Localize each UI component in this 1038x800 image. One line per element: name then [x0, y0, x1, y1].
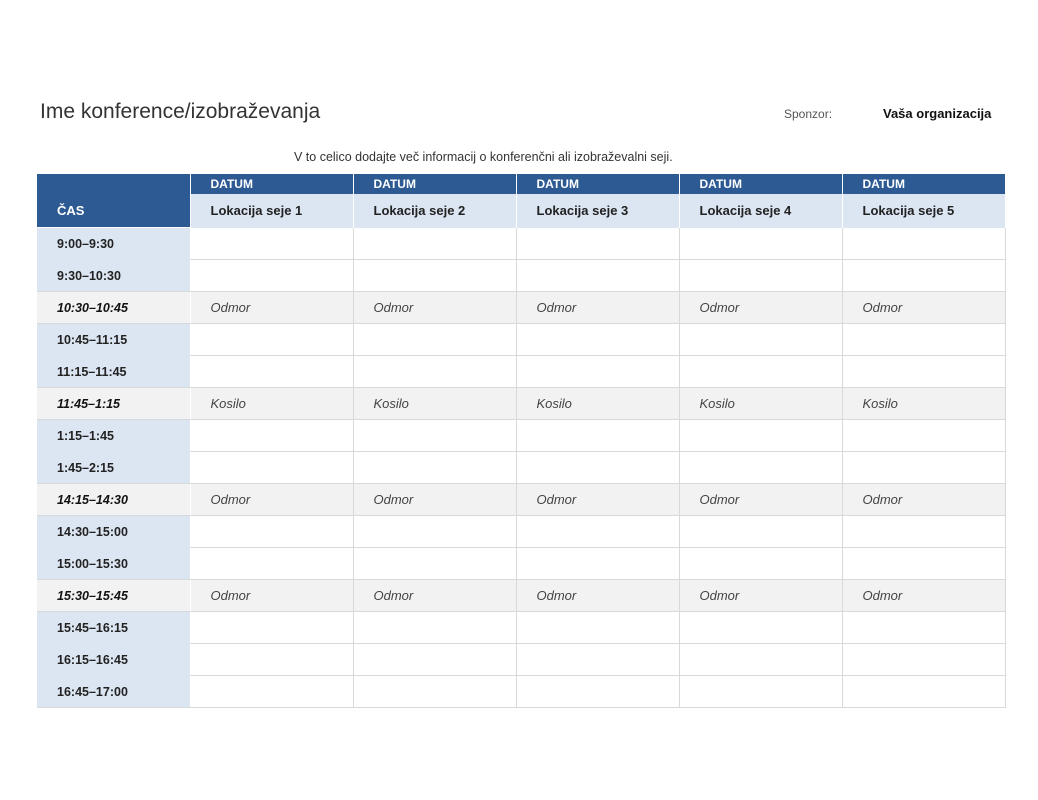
location-header-cell[interactable]: Lokacija seje 2 [353, 194, 516, 228]
session-cell[interactable] [190, 516, 353, 548]
session-cell[interactable] [679, 644, 842, 676]
session-cell[interactable] [190, 228, 353, 260]
session-cell[interactable] [516, 516, 679, 548]
break-cell[interactable]: Odmor [516, 580, 679, 612]
session-cell[interactable] [842, 260, 1005, 292]
session-cell[interactable] [679, 324, 842, 356]
session-cell[interactable] [190, 356, 353, 388]
location-header-cell[interactable]: Lokacija seje 1 [190, 194, 353, 228]
time-cell[interactable]: 16:45–17:00 [37, 676, 190, 708]
date-header-cell[interactable]: DATUM [353, 174, 516, 194]
sponsor-value[interactable]: Vaša organizacija [883, 106, 992, 121]
date-header-cell[interactable]: DATUM [842, 174, 1005, 194]
break-cell[interactable]: Odmor [353, 484, 516, 516]
break-cell[interactable]: Odmor [190, 580, 353, 612]
session-cell[interactable] [842, 228, 1005, 260]
break-cell[interactable]: Odmor [679, 580, 842, 612]
session-cell[interactable] [353, 420, 516, 452]
session-cell[interactable] [190, 548, 353, 580]
time-cell[interactable]: 15:00–15:30 [37, 548, 190, 580]
session-cell[interactable] [679, 228, 842, 260]
session-cell[interactable] [842, 452, 1005, 484]
break-row [37, 388, 1005, 420]
location-header-cell[interactable]: Lokacija seje 3 [516, 194, 679, 228]
break-cell[interactable]: Odmor [190, 484, 353, 516]
break-cell[interactable]: Odmor [842, 484, 1005, 516]
session-cell[interactable] [353, 516, 516, 548]
session-cell[interactable] [353, 644, 516, 676]
break-cell[interactable]: Odmor [516, 292, 679, 324]
time-cell[interactable]: 10:30–10:45 [37, 292, 190, 324]
session-cell[interactable] [353, 324, 516, 356]
session-row [37, 356, 1005, 388]
location-header-row [37, 194, 1005, 228]
time-cell[interactable]: 9:00–9:30 [37, 228, 190, 260]
session-row [37, 644, 1005, 676]
session-cell[interactable] [516, 676, 679, 708]
session-cell[interactable] [842, 516, 1005, 548]
session-row [37, 228, 1005, 260]
session-cell[interactable] [679, 676, 842, 708]
session-cell[interactable] [516, 612, 679, 644]
time-cell[interactable]: 15:30–15:45 [37, 580, 190, 612]
break-cell[interactable]: Odmor [516, 484, 679, 516]
session-row [37, 452, 1005, 484]
break-cell[interactable]: Kosilo [516, 388, 679, 420]
session-cell[interactable] [842, 324, 1005, 356]
break-cell[interactable]: Odmor [353, 292, 516, 324]
session-cell[interactable] [353, 260, 516, 292]
session-cell[interactable] [842, 548, 1005, 580]
session-cell[interactable] [353, 228, 516, 260]
date-header-cell[interactable]: DATUM [516, 174, 679, 194]
schedule-table [37, 174, 1006, 708]
session-cell[interactable] [516, 644, 679, 676]
session-cell[interactable] [190, 420, 353, 452]
break-cell[interactable]: Odmor [190, 292, 353, 324]
session-cell[interactable] [679, 420, 842, 452]
break-cell[interactable]: Kosilo [353, 388, 516, 420]
session-cell[interactable] [679, 548, 842, 580]
break-cell[interactable]: Odmor [842, 580, 1005, 612]
time-cell[interactable]: 14:15–14:30 [37, 484, 190, 516]
session-cell[interactable] [353, 452, 516, 484]
session-cell[interactable] [516, 452, 679, 484]
session-cell[interactable] [516, 420, 679, 452]
session-cell[interactable] [842, 644, 1005, 676]
session-row [37, 548, 1005, 580]
time-cell[interactable]: 10:45–11:15 [37, 324, 190, 356]
break-row [37, 292, 1005, 324]
session-cell[interactable] [353, 356, 516, 388]
time-cell[interactable]: 1:15–1:45 [37, 420, 190, 452]
time-cell[interactable]: 16:15–16:45 [37, 644, 190, 676]
session-cell[interactable] [190, 260, 353, 292]
session-row [37, 516, 1005, 548]
break-cell[interactable]: Kosilo [679, 388, 842, 420]
session-cell[interactable] [842, 612, 1005, 644]
session-row [37, 612, 1005, 644]
session-cell[interactable] [190, 324, 353, 356]
session-cell[interactable] [842, 676, 1005, 708]
session-cell[interactable] [679, 516, 842, 548]
break-cell[interactable]: Kosilo [842, 388, 1005, 420]
session-cell[interactable] [679, 356, 842, 388]
session-cell[interactable] [679, 452, 842, 484]
sponsor-label: Sponzor: [784, 107, 833, 121]
time-column-header: ČAS [37, 194, 190, 228]
break-cell[interactable]: Odmor [353, 580, 516, 612]
session-cell[interactable] [190, 612, 353, 644]
session-row [37, 420, 1005, 452]
date-header-row [37, 174, 1005, 194]
session-cell[interactable] [353, 548, 516, 580]
session-cell[interactable] [516, 260, 679, 292]
date-header-cell[interactable]: DATUM [190, 174, 353, 194]
session-cell[interactable] [353, 676, 516, 708]
session-cell[interactable] [842, 420, 1005, 452]
subtitle[interactable]: V to celico dodajte več informacij o konferenčni ali izobraževalni seji. [294, 150, 673, 164]
break-cell[interactable]: Kosilo [190, 388, 353, 420]
break-cell[interactable]: Odmor [842, 292, 1005, 324]
location-header-cell[interactable]: Lokacija seje 4 [679, 194, 842, 228]
session-cell[interactable] [353, 612, 516, 644]
session-cell[interactable] [842, 356, 1005, 388]
session-cell[interactable] [190, 644, 353, 676]
session-row [37, 324, 1005, 356]
time-cell[interactable]: 15:45–16:15 [37, 612, 190, 644]
page-title: Ime konference/izobraževanja [40, 100, 321, 123]
session-row [37, 260, 1005, 292]
date-header-cell[interactable]: DATUM [679, 174, 842, 194]
session-cell[interactable] [190, 452, 353, 484]
time-cell[interactable]: 1:45–2:15 [37, 452, 190, 484]
session-cell[interactable] [516, 324, 679, 356]
time-cell[interactable]: 11:15–11:45 [37, 356, 190, 388]
break-cell[interactable]: Odmor [679, 292, 842, 324]
date-corner-cell [37, 174, 190, 194]
time-cell[interactable]: 14:30–15:00 [37, 516, 190, 548]
session-cell[interactable] [516, 228, 679, 260]
break-row [37, 580, 1005, 612]
time-cell[interactable]: 9:30–10:30 [37, 260, 190, 292]
break-row [37, 484, 1005, 516]
session-cell[interactable] [190, 676, 353, 708]
location-header-cell[interactable]: Lokacija seje 5 [842, 194, 1005, 228]
break-cell[interactable]: Odmor [679, 484, 842, 516]
time-cell[interactable]: 11:45–1:15 [37, 388, 190, 420]
session-cell[interactable] [679, 260, 842, 292]
session-cell[interactable] [516, 548, 679, 580]
session-row [37, 676, 1005, 708]
session-cell[interactable] [516, 356, 679, 388]
session-cell[interactable] [679, 612, 842, 644]
